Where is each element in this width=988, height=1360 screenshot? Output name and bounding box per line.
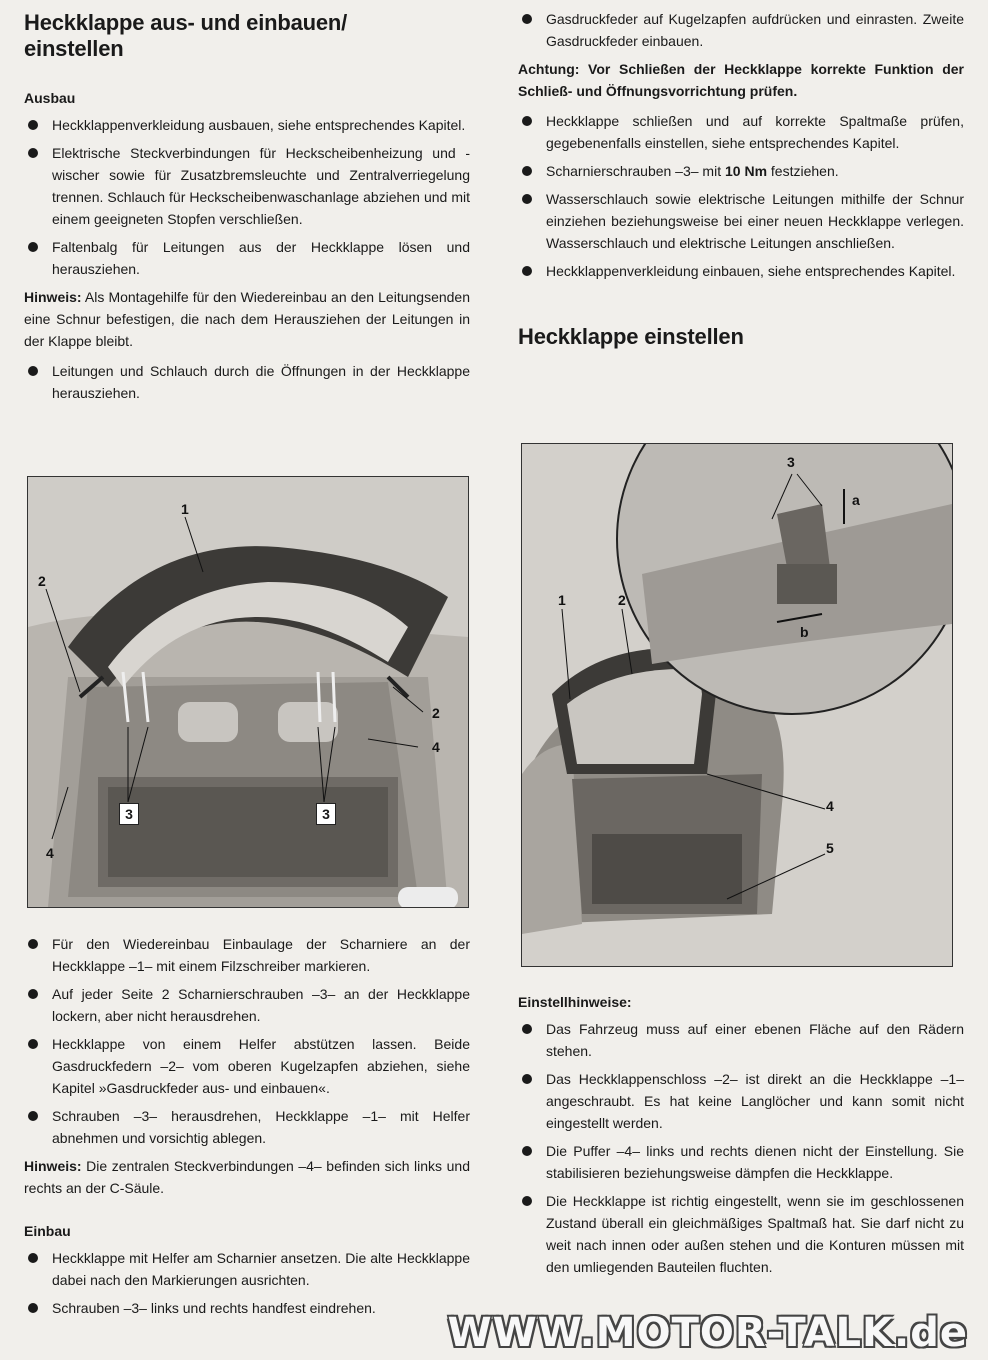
list-item xyxy=(518,1140,964,1184)
bullet-icon xyxy=(28,1253,38,1263)
bullet-icon xyxy=(28,1303,38,1313)
list-item-text: Das Fahrzeug muss auf einer ebenen Fläche auf den Rädern stehen. xyxy=(546,1021,964,1059)
list-item-text: Heckklappenverkleidung ausbauen, siehe entsprechendes Kapitel. xyxy=(52,117,466,133)
list-item xyxy=(518,160,964,182)
hinweis-note xyxy=(24,286,470,352)
right-column xyxy=(518,8,964,350)
bullet-icon xyxy=(522,166,532,176)
bullet-icon xyxy=(522,1146,532,1156)
figure-label-b: b xyxy=(800,624,809,640)
figure-label-4: 4 xyxy=(432,739,440,755)
list-item-text: Die Puffer –4– links und rechts dienen nicht der Einstellung. Sie stabilisieren beziehungsweise dämpfen die Heckklappe. xyxy=(546,1143,964,1181)
list-item xyxy=(24,933,470,977)
list-item-text: Wasserschlauch sowie elektrische Leitungen mithilfe der Schnur einziehen beziehungsweise bei einer neuen Heckklappe verlegen. Wasserschlauch und elektrische Leitungen anschließen. xyxy=(546,191,964,251)
list-item xyxy=(24,983,470,1027)
tailgate-illustration xyxy=(28,477,468,907)
list-item xyxy=(24,360,470,404)
list-item-text: Schrauben –3– links und rechts handfest eindrehen. xyxy=(52,1300,376,1316)
ausbau-list xyxy=(24,114,470,280)
title-line-1: Heckklappe aus- und einbauen/ xyxy=(24,10,348,35)
figure-label-3: 3 xyxy=(316,803,336,825)
list-item-text: Schrauben –3– herausdrehen, Heckklappe –1– mit Helfer abnehmen und vorsichtig ablegen. xyxy=(52,1108,470,1146)
list-item xyxy=(24,1247,470,1291)
torque-post: festziehen. xyxy=(767,163,839,179)
list-item-text: Für den Wiedereinbau Einbaulage der Scharniere an der Heckklappe –1– mit einem Filzschreiber markieren. xyxy=(52,936,470,974)
bullet-icon xyxy=(522,266,532,276)
figure-label-2: 2 xyxy=(618,592,626,608)
list-item-text: Leitungen und Schlauch durch die Öffnungen in der Heckklappe herausziehen. xyxy=(52,363,470,401)
watermark: WWW.MOTOR-TALK.de xyxy=(447,1310,968,1356)
title-line-2: einstellen xyxy=(24,36,124,61)
section-title: Heckklappe einstellen xyxy=(518,324,744,349)
list-item-text: Das Heckklappenschloss –2– ist direkt an die Heckklappe –1– angeschraubt. Es hat keine Langlöcher und kann somit nicht eingestellt werden. xyxy=(546,1071,964,1131)
hinweis-label: Hinweis: xyxy=(24,289,82,305)
list-item xyxy=(518,1190,964,1278)
figure-label-a: a xyxy=(852,492,860,508)
achtung-note: Achtung: Vor Schließen der Heckklappe korrekte Funktion der Schließ- und Öffnungsvorrichtung prüfen. xyxy=(518,61,964,99)
bullet-icon xyxy=(28,1111,38,1121)
removal-steps-list xyxy=(24,933,470,1149)
list-item xyxy=(24,236,470,280)
bullet-icon xyxy=(522,1024,532,1034)
list-item xyxy=(24,1297,470,1319)
bullet-icon xyxy=(28,242,38,252)
ausbau-heading: Ausbau xyxy=(24,90,76,106)
page-title xyxy=(24,10,470,62)
bullet-icon xyxy=(522,194,532,204)
list-item xyxy=(518,188,964,254)
hinweis-text: Als Montagehilfe für den Wiedereinbau an den Leitungsenden eine Schnur befestigen, die nach dem Herausziehen der Leitungen in der Klappe bleibt. xyxy=(24,289,471,349)
list-item-text: Die Heckklappe ist richtig eingestellt, wenn sie im geschlossenen Zustand überall ein gleichmäßiges Spaltmaß hat. Sie darf nicht zu weit nach innen oder außen stehen und die Konturen müssen mit den umliegenden Bauteilen fluchten. xyxy=(546,1193,964,1275)
list-item xyxy=(518,110,964,154)
bullet-icon xyxy=(522,116,532,126)
tailgate-adjust-figure xyxy=(521,443,953,967)
list-item-text: Heckklappe mit Helfer am Scharnier ansetzen. Die alte Heckklappe dabei nach den Markierungen ausrichten. xyxy=(52,1250,470,1288)
bullet-icon xyxy=(28,939,38,949)
bullet-icon xyxy=(522,14,532,24)
einstell-list xyxy=(518,1018,964,1278)
left-column-bottom xyxy=(24,933,470,1325)
torque-pre: Scharnierschrauben –3– mit xyxy=(546,163,725,179)
figure-label-3: 3 xyxy=(787,454,795,470)
image-blur xyxy=(398,887,458,908)
figure-label-3: 3 xyxy=(119,803,139,825)
bullet-icon xyxy=(28,1039,38,1049)
einbau-list xyxy=(24,1247,470,1319)
tailgate-adjust-illustration xyxy=(522,444,952,966)
bullet-icon xyxy=(522,1074,532,1084)
einstell-heading: Einstellhinweise: xyxy=(518,994,632,1010)
list-item xyxy=(24,114,470,136)
install-list-2 xyxy=(518,110,964,282)
bullet-icon xyxy=(28,148,38,158)
figure-label-1: 1 xyxy=(558,592,566,608)
list-item xyxy=(24,1033,470,1099)
figure-label-5: 5 xyxy=(826,840,834,856)
list-item-text: Heckklappe von einem Helfer abstützen lassen. Beide Gasdruckfedern –2– vom oberen Kugelzapfen abziehen, siehe Kapitel »Gasdruckfeder aus- und einbauen«. xyxy=(52,1036,470,1096)
ausbau-list-2 xyxy=(24,360,470,404)
hinweis-note xyxy=(24,1155,470,1199)
hinweis-text: Die zentralen Steckverbindungen –4– befinden sich links und rechts an der C-Säule. xyxy=(24,1158,470,1196)
figure-label-2: 2 xyxy=(38,573,46,589)
figure-label-2: 2 xyxy=(432,705,440,721)
hinweis-label: Hinweis: xyxy=(24,1158,82,1174)
list-item xyxy=(518,1018,964,1062)
list-item xyxy=(518,260,964,282)
list-item-text: Heckklappenverkleidung einbauen, siehe entsprechendes Kapitel. xyxy=(546,263,956,279)
figure-label-1: 1 xyxy=(181,501,189,517)
bullet-icon xyxy=(28,366,38,376)
figure-label-4: 4 xyxy=(46,845,54,861)
tailgate-removal-figure xyxy=(27,476,469,908)
figure-label-4: 4 xyxy=(826,798,834,814)
list-item xyxy=(518,8,964,52)
list-item-text xyxy=(546,163,839,179)
list-item-text: Heckklappe schließen und auf korrekte Spaltmaße prüfen, gegebenenfalls einstellen, siehe entsprechendes Kapitel. xyxy=(546,113,964,151)
list-item-text: Gasdruckfeder auf Kugelzapfen aufdrücken und einrasten. Zweite Gasdruckfeder einbauen. xyxy=(546,11,964,49)
torque-value: 10 Nm xyxy=(725,163,768,179)
list-item-text: Elektrische Steckverbindungen für Heckscheibenheizung und -wischer sowie für Zusatzbremsleuchte und Zentralverriegelung trennen. Schlauch für Heckscheibenwaschanlage abziehen und mit einem geeigneten Stopfen verschließen. xyxy=(52,145,470,227)
left-column xyxy=(24,0,470,410)
list-item xyxy=(518,1068,964,1134)
list-item-text: Auf jeder Seite 2 Scharnierschrauben –3– an der Heckklappe lockern, aber nicht herausdrehen. xyxy=(52,986,470,1024)
list-item xyxy=(24,142,470,230)
bullet-icon xyxy=(28,989,38,999)
list-item-text: Faltenbalg für Leitungen aus der Heckklappe lösen und herausziehen. xyxy=(52,239,470,277)
right-column-bottom xyxy=(518,994,964,1284)
bullet-icon xyxy=(28,120,38,130)
install-list xyxy=(518,8,964,52)
bullet-icon xyxy=(522,1196,532,1206)
list-item xyxy=(24,1105,470,1149)
einbau-heading: Einbau xyxy=(24,1223,71,1239)
